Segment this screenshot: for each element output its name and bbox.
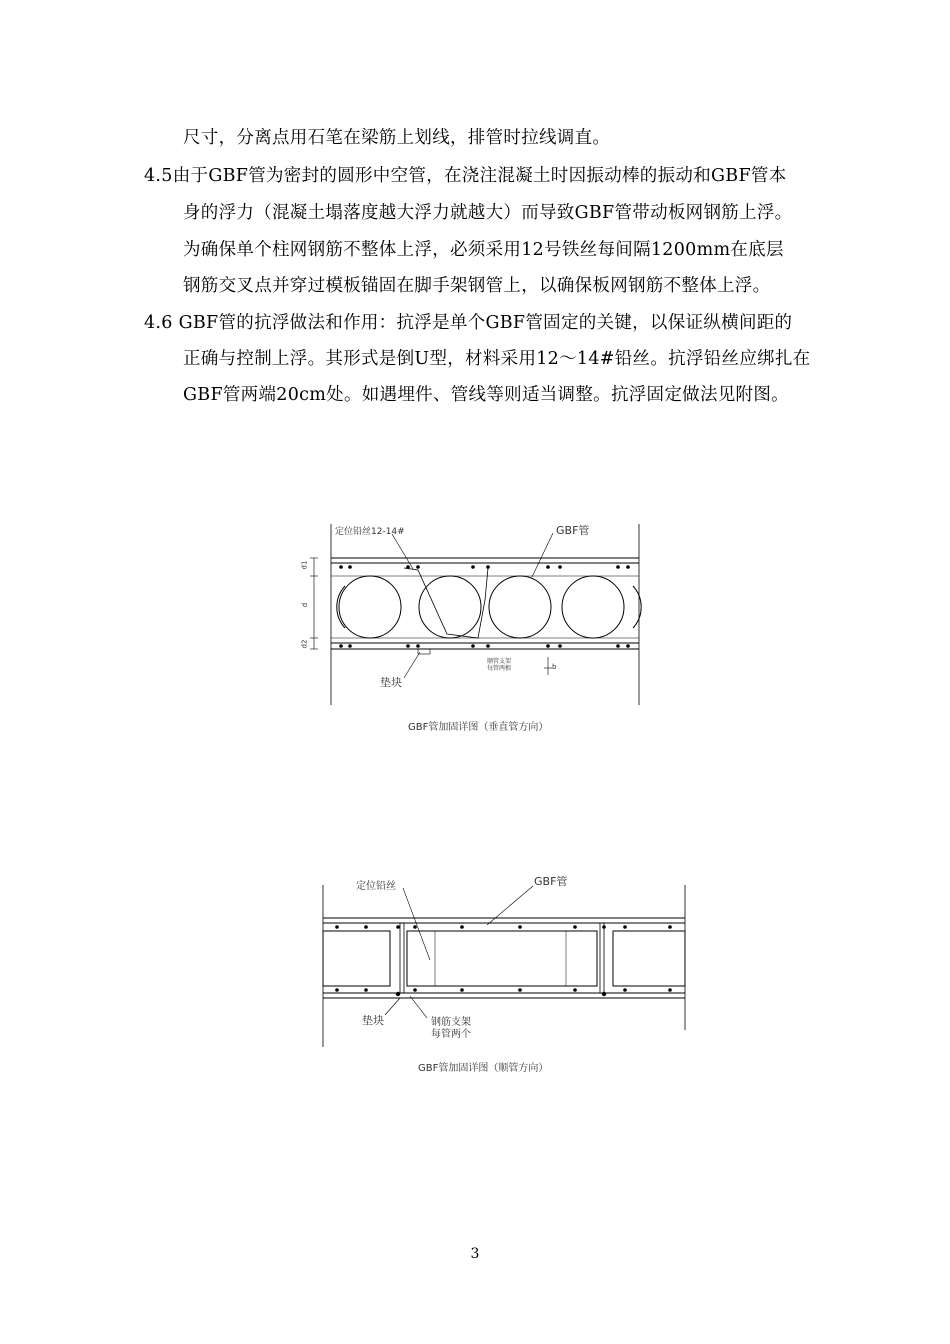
page-number: 3 xyxy=(470,1246,480,1262)
figure1-wire-label: 定位铅丝12-14# xyxy=(335,527,405,537)
figure1-dim-bot-label: d2 xyxy=(300,639,309,649)
paragraph-line-2: 4.5由于GBF管为密封的圆形中空管，在浇注混凝土时因振动棒的振动和GBF管本 xyxy=(144,166,787,186)
figure1-pipe-label: GBF管 xyxy=(556,524,590,537)
figure1-support-label-1: 顺管支架 xyxy=(487,658,512,665)
paragraph-line-1: 尺寸，分离点用石笔在梁筋上划线，排管时拉线调直。 xyxy=(183,128,611,148)
figure2-support-label-1: 钢筋支架 xyxy=(431,1017,471,1028)
paragraph-line-6: 4.6 GBF管的抗浮做法和作用：抗浮是单个GBF管固定的关键，以保证纵横间距的 xyxy=(144,313,793,333)
figure1-b-label: b xyxy=(552,663,557,671)
figure2-wire-label: 定位铅丝 xyxy=(356,881,396,892)
figure1-caption: GBF管加固详图（垂直管方向） xyxy=(408,722,549,733)
figure2-support-label-2: 每管两个 xyxy=(431,1029,471,1040)
figure2-block-label: 垫块 xyxy=(362,1014,384,1027)
paragraph-line-3: 身的浮力（混凝土塌落度越大浮力就越大）而导致GBF管带动板网钢筋上浮。 xyxy=(183,203,793,223)
figure1-support-label-2: 每管两根 xyxy=(487,665,512,672)
paragraph-line-5: 钢筋交叉点并穿过模板锚固在脚手架钢管上，以确保板网钢筋不整体上浮。 xyxy=(183,276,771,296)
paragraph-line-7: 正确与控制上浮。其形式是倒U型，材料采用12～14#铅丝。抗浮铅丝应绑扎在 xyxy=(183,349,811,369)
paragraph-line-4: 为确保单个柱网钢筋不整体上浮，必须采用12号铁丝每间隔1200mm在底层 xyxy=(183,240,784,260)
figure1-block-label: 垫块 xyxy=(380,676,402,689)
figure1-dim-mid-label: d xyxy=(301,602,310,608)
figure2-pipe-label: GBF管 xyxy=(534,875,568,888)
paragraph-line-8: GBF管两端20cm处。如遇埋件、管线等则适当调整。抗浮固定做法见附图。 xyxy=(183,385,789,405)
figure2-caption: GBF管加固详图（顺管方向） xyxy=(418,1063,549,1074)
figure1-dim-top-label: d1 xyxy=(300,560,309,570)
